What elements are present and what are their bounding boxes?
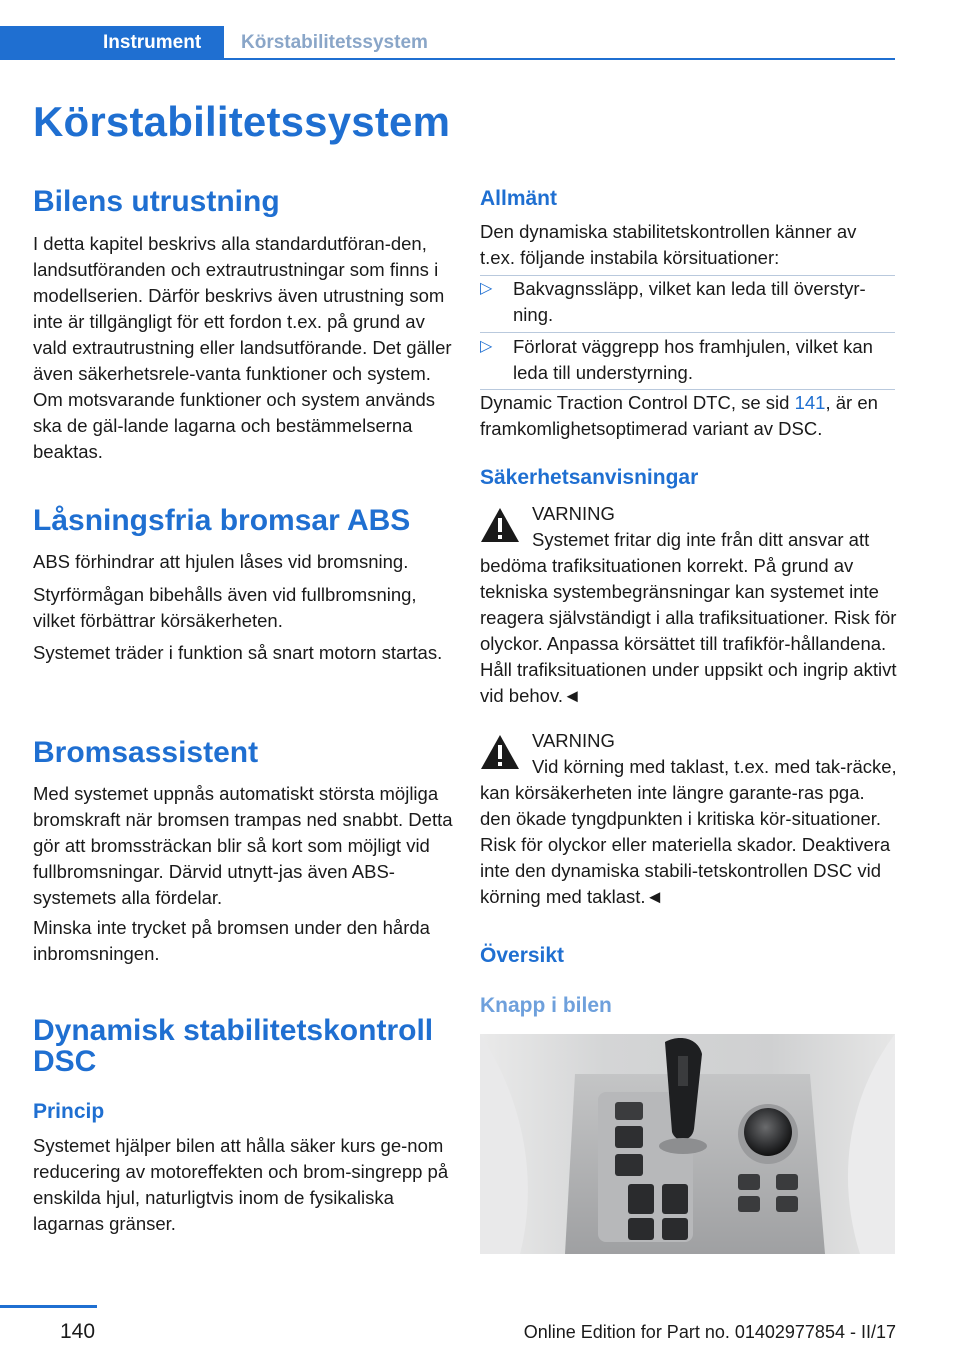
warning-label: VARNING [532, 730, 615, 751]
paragraph-bromsassistent-1: Med systemet uppnås automatiskt största möjliga bromskraft när bromsen trampas ned snabbt. Detta gör att bromssträckan blir så kort som möjligt vid fullbromsningar. Därvid utnytt-jas även ABS-systemets alla fördelar. [33, 783, 453, 908]
warning-triangle-icon [480, 507, 520, 543]
warning-text: Vid körning med taklast, t.ex. med tak-räcke, kan körsäkerheten inte längre garante-ras pga. den ökade tyngdpunkten i kritiska kör-situationer. Risk för olyckor eller materiella skador. Deaktivera inte den dynamiska stabili-tetskontrollen DSC vid körning med taklast.◄ [480, 756, 897, 907]
footer-rule [0, 1305, 97, 1308]
center-console-photo [480, 1034, 895, 1254]
paragraph-abs-2: Styrförmågan bibehålls även vid fullbromsning, vilket förbättrar körsäkerheten. [33, 584, 417, 631]
paragraph-bromsassistent-2: Minska inte trycket på bromsen under den hårda inbromsningen. [33, 917, 430, 964]
triangle-bullet-icon: ▷ [480, 280, 493, 297]
page-title: Körstabilitetssystem [33, 98, 451, 145]
paragraph-allmant: Den dynamiska stabilitetskontrollen känner av t.ex. följande instabila körsituationer: [480, 221, 857, 268]
paragraph-abs-1: ABS förhindrar att hjulen låses vid bromsning. [33, 551, 409, 572]
subheading-knapp-i-bilen: Knapp i bilen [480, 994, 612, 1017]
subheading-oversikt: Översikt [480, 944, 565, 967]
paragraph-utrustning: I detta kapitel beskrivs alla standardutföran-den, landsutföranden och extrautrustningar som finns i modellserien. Därför beskrivs även utrustning som inte är tillgängligt för ett fordon t.ex. på grund av vald extrautrustning eller landsutförande. Det gäller även säkerhetsrele-vanta funktioner och system. Om motsvarande funktioner och system används ska de gäl-lande lagarna och bestämmelserna beaktas. [33, 233, 452, 462]
bullet-item: ▷ Förlorat väggrepp hos framhjulen, vilket kan leda till understyrning. [480, 336, 873, 383]
warning-text: Systemet fritar dig inte från ditt ansvar att bedöma trafiksituationen korrekt. På grund av tekniska systembegränsningar kan systemet inte reagera självständigt i alla trafiksituationer. Risk för olyckor. Anpassa körsättet till trafikför-hållandena. Håll trafiksituationen under uppsikt och ingrip aktivt vid behov.◄ [480, 529, 897, 706]
edition-info: Online Edition for Part no. 01402977854 - II/17 [523, 1322, 896, 1342]
bullet-list [480, 276, 895, 386]
page-link-141[interactable]: 141 [794, 392, 826, 413]
heading-bromsassistent: Bromsassistent [33, 736, 259, 769]
heading-bilens-utrustning: Bilens utrustning [33, 185, 280, 218]
triangle-bullet-icon: ▷ [480, 338, 493, 355]
header-rule [0, 58, 895, 60]
warning-block-2 [480, 728, 900, 910]
heading-dsc-line1: Dynamisk stabilitetskontroll [33, 1014, 434, 1047]
page-number: 140 [60, 1320, 96, 1343]
warning-triangle-icon [480, 734, 520, 770]
tab-instrument[interactable]: Instrument [0, 26, 224, 60]
heading-abs: Låsningsfria bromsar ABS [33, 504, 411, 537]
bullet-separator [480, 332, 895, 333]
center-console-illustration [480, 1034, 895, 1254]
paragraph-abs-3: Systemet träder i funktion så snart motorn startas. [33, 642, 443, 663]
bullet-item: ▷ Bakvagnssläpp, vilket kan leda till överstyr-ning. [480, 278, 866, 325]
warning-label: VARNING [532, 503, 615, 524]
subheading-allmant: Allmänt [480, 187, 558, 210]
paragraph-princip: Systemet hjälper bilen att hålla säker kurs ge-nom reducering av motoreffekten och brom-singrepp på enskilda hjul, naturligtvis inom de fysikaliska lagarnas gränser. [33, 1135, 449, 1234]
header-tabbar [0, 26, 895, 60]
heading-dsc-line2: DSC [33, 1045, 97, 1078]
subheading-sakerhetsanvisningar: Säkerhetsanvisningar [480, 466, 699, 489]
warning-block-1 [480, 501, 900, 709]
subheading-princip: Princip [33, 1100, 105, 1123]
tab-korstabilitetssystem[interactable]: Körstabilitetssystem [241, 32, 428, 53]
paragraph-dtc: Dynamic Traction Control DTC, se sid 141, är en framkomlighetsoptimerad variant av DSC. [480, 392, 878, 439]
